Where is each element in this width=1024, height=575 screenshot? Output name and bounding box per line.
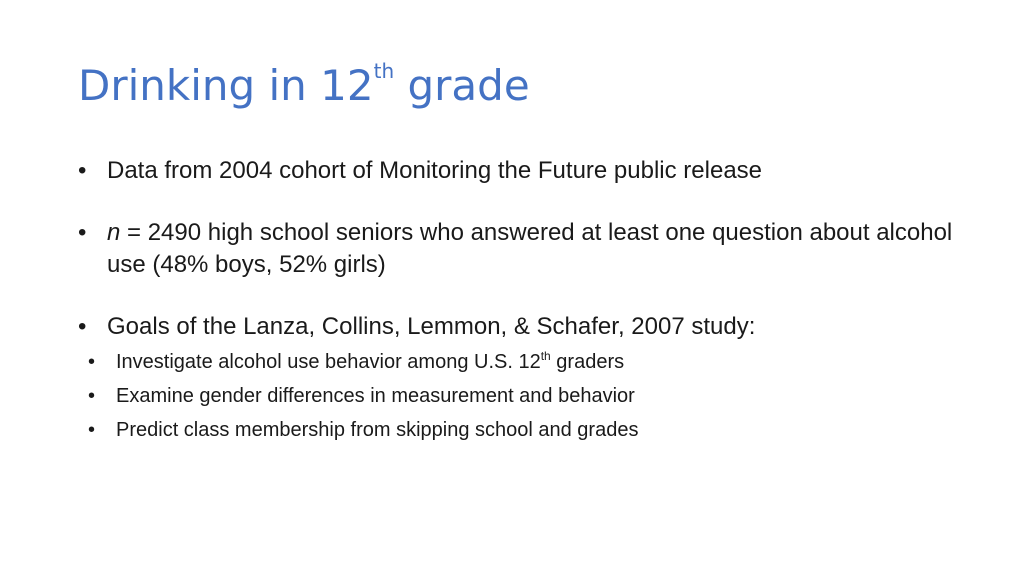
bullet-text: = 2490 high school seniors who answered at least one question about alcohol use (48% boys, 52% girls) — [107, 219, 953, 278]
bullet-item — [78, 155, 978, 187]
bullet-icon: • — [78, 157, 87, 184]
sub-bullet-icon: • — [88, 351, 96, 373]
bullet-text: Data from 2004 cohort of Monitoring the Future public release — [107, 157, 763, 184]
sub-bullet-icon: • — [88, 419, 96, 441]
sub-bullet-item: • Examine gender differences in measurement and behavior — [78, 381, 978, 411]
slide-title: Drinking in 12th grade — [78, 59, 530, 110]
bullet-text: Goals of the Lanza, Collins, Lemmon, & Schafer, 2007 study: — [107, 313, 756, 340]
bullet-item — [78, 311, 978, 343]
sub-bullet-icon: • — [88, 385, 96, 407]
bullet-icon: • — [78, 219, 87, 246]
sub-bullet-item: • Predict class membership from skipping school and grades — [78, 415, 978, 445]
bullet-italic-n: n — [107, 219, 121, 246]
sub-bullet-item: • Investigate alcohol use behavior among U.S. 12th graders — [78, 347, 978, 377]
title-superscript: th — [373, 59, 395, 83]
bullet-list — [78, 155, 978, 445]
sub-bullet-list — [78, 347, 978, 445]
bullet-item — [78, 217, 978, 281]
bullet-icon: • — [78, 313, 87, 340]
